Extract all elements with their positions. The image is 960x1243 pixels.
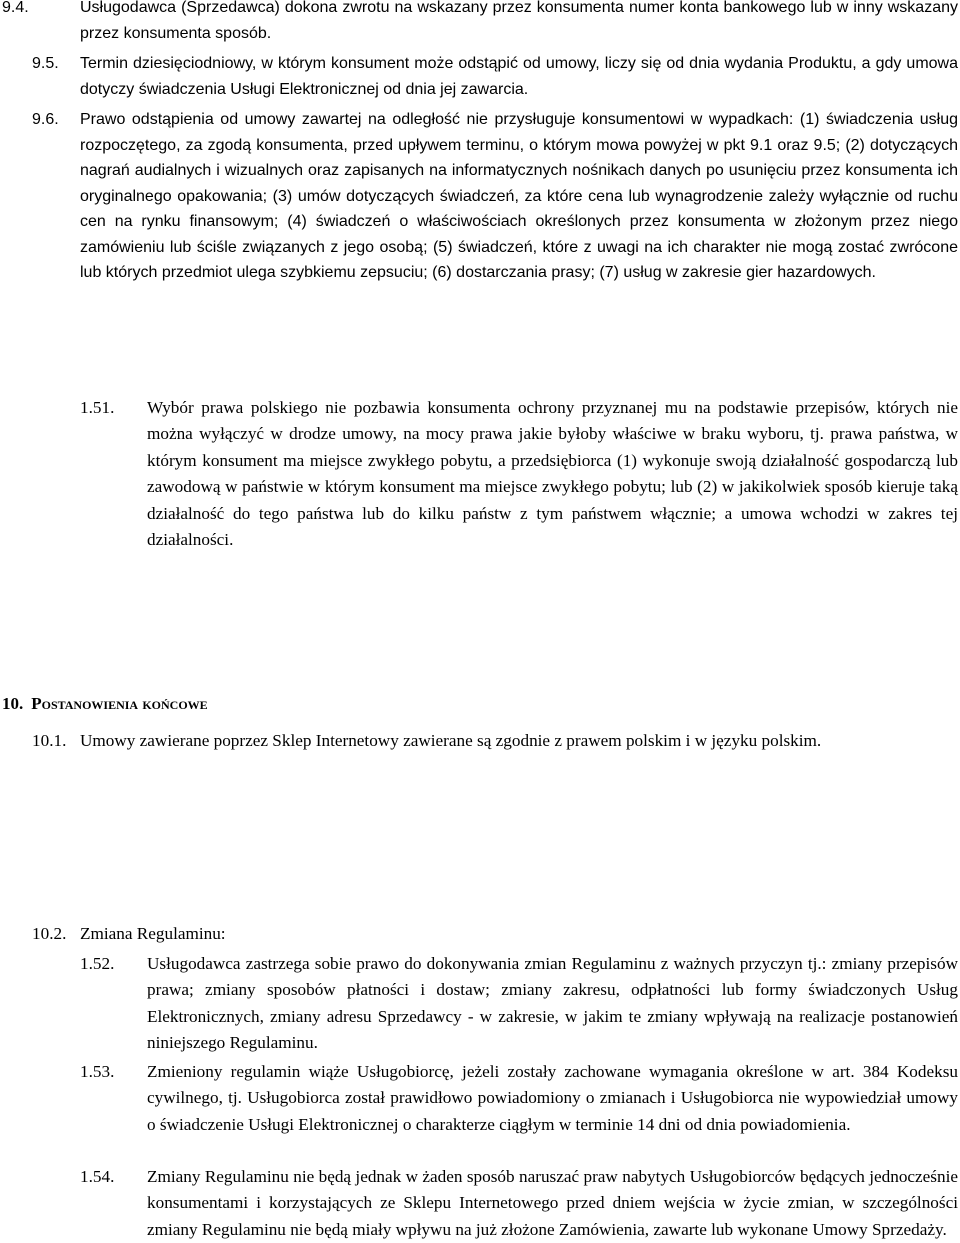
clause-number: 9.6.: [32, 111, 59, 128]
clause-1-51: [80, 395, 958, 553]
clause-text: Termin dziesięciodniowy, w którym konsument może odstąpić od umowy, liczy się od dnia wydania Produktu, a gdy umowa dotyczy świadczenia Usługi Elektronicznej od dnia jej zawarcia.: [80, 55, 958, 98]
clause-1-54: [80, 1164, 958, 1243]
clause-text: Wybór prawa polskiego nie pozbawia konsumenta ochrony przyznanej mu na podstawie przepisów, których nie można wyłączyć w drodze umowy, na mocy prawa jakie byłoby właściwe w braku wyboru, tj. prawa państwa, w którym konsument ma miejsce zwykłego pobytu, a przedsiębiorca (1) wykonuje swoją działalność gospodarczą lub zawodową w państwie w którym konsument ma miejsce zwykłego pobytu; lub (2) w jakikolwiek sposób kieruje taką działalność do tego państwa lub do kilku państw z tym państwem włącznie; a umowa wchodzi w zakres tej działalności.: [147, 398, 958, 550]
clause-number: 1.53.: [80, 1062, 115, 1081]
clause-number: 1.54.: [80, 1167, 115, 1186]
section-heading: [2, 694, 208, 714]
clause-number: 1.51.: [80, 398, 115, 417]
section-number: 10.: [2, 694, 24, 713]
clause-text: Zmieniony regulamin wiąże Usługobiorcę, jeżeli zostały zachowane wymagania określone w art. 384 Kodeksu cywilnego, tj. Usługobiorca został prawidłowo powiadomiony o zmianach i Usługobiorca nie wypowiedział umowy o świadczenie Usługi Elektronicznej o charakterze ciągłym w terminie 14 dni od dnia powiadomienia.: [147, 1062, 958, 1134]
clause-text: Prawo odstąpienia od umowy zawartej na odległość nie przysługuje konsumentowi w wypadkach: (1) świadczenia usług rozpoczętego, za zgodą konsumenta, przed upływem terminu, o którym mowa powyżej w pkt 9.1 oraz 9.5; (2) dotyczących nagrań audialnych i wizualnych oraz zapisanych na informatycznych nośnikach danych po usunięciu przez konsumenta ich oryginalnego opakowania; (3) umów dotyczących świadczeń, za które cena lub wynagrodzenie zależy wyłącznie od ruchu cen na rynku finansowym; (4) świadczeń o właściwościach określonych przez konsumenta w złożonym przez niego zamówieniu lub ściśle związanych z jego osobą; (5) świadczeń, które z uwagi na ich charakter nie mogą zostać zwrócone lub których przedmiot ulega szybkiemu zepsuciu; (6) dostarczania prasy; (7) usług w zakresie gier hazardowych.: [80, 111, 958, 281]
clause-number: 9.5.: [32, 55, 59, 72]
clause-number: 10.1.: [32, 731, 67, 750]
clause-1-53: [80, 1059, 958, 1138]
clause-9-6: [32, 107, 958, 286]
clause-10-1: [32, 728, 958, 754]
clause-text: Usługodawca zastrzega sobie prawo do dokonywania zmian Regulaminu z ważnych przyczyn tj.: zmiany przepisów prawa; zmiany sposobów płatności i dostaw; zmiany zakresu, odpłatności lub formy świadczonych Usług Elektronicznych, zmiany adresu Sprzedawcy - w zakresie, w jakim te zmiany wpływają na realizacje postanowień niniejszego Regulaminu.: [147, 954, 958, 1053]
clause-number: 10.2.: [32, 924, 67, 943]
clause-text: Umowy zawierane poprzez Sklep Internetowy zawierane są zgodnie z prawem polskim i w języku polskim.: [80, 731, 822, 750]
clause-1-52: [80, 951, 958, 1057]
clause-10-2: [32, 921, 958, 947]
section-title: Postanowienia końcowe: [31, 694, 208, 713]
clause-number: 9.4.: [2, 0, 29, 16]
clause-9-4: [2, 0, 958, 46]
clause-9-5: [32, 51, 958, 102]
clause-text: Usługodawca (Sprzedawca) dokona zwrotu na wskazany przez konsumenta numer konta bankowego lub w inny wskazany przez konsumenta sposób.: [80, 0, 958, 42]
clause-text: Zmiany Regulaminu nie będą jednak w żaden sposób naruszać praw nabytych Usługobiorców będących jednocześnie konsumentami i korzystających ze Sklepu Internetowego przed dniem wejścia w życie zmian, w szczególności zmiany Regulaminu nie będą miały wpływu na już złożone Zamówienia, zawarte lub wykonane Umowy Sprzedaży.: [147, 1167, 958, 1239]
clause-text: Zmiana Regulaminu:: [80, 924, 226, 943]
clause-number: 1.52.: [80, 954, 115, 973]
